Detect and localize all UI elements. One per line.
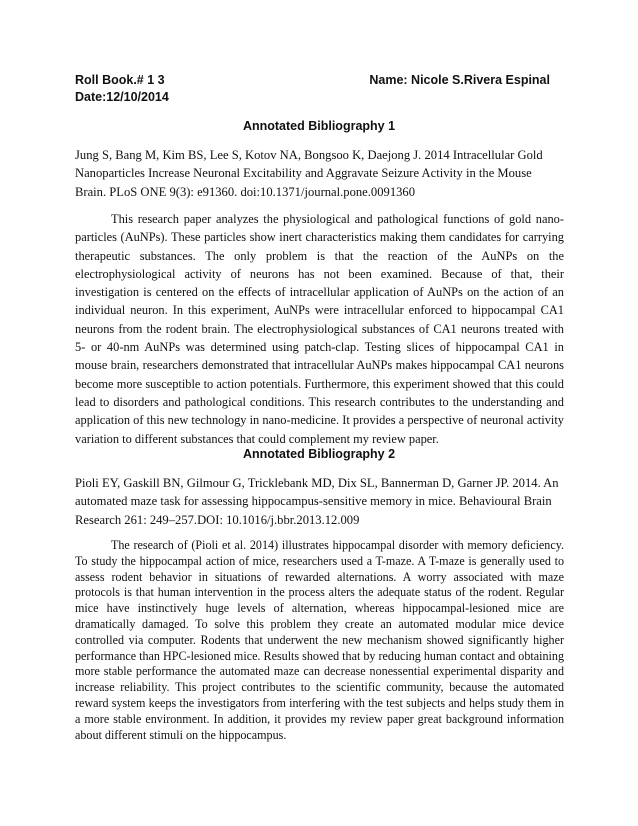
bibliography-1-summary: This research paper analyzes the physiological and pathological functions of gold nano-particles (AuNPs). These particles show inert characteristics making them candidates for carrying therapeutic substances. The only problem is that the reaction of the AuNPs on the electrophysiological activity of neurons has not been examined. Because of that, their investigation is centered on the effects of intracellular application of AuNPs on the action of an individual neuron. In this experiment, AuNPs were intracellular enforced to hippocampal CA1 neurons from the rodent brain. The electrophysiological substances of CA1 neurons treated with 5- or 40-nm AuNPs was determined using patch-clap. Testing slices of hippocampal CA1 in mouse brain, researchers demonstrated that intracellular AuNPs makes hippocampal CA1 neurons become more susceptible to action potentials. Furthermore, this experiment showed that this could lead to disorders and pathological conditions. This research contributes to the understanding and application of this new technology in nano-medicine. It provides a perspective of neuronal activity variation to different substances that could complement my review paper. bbox=[75, 212, 564, 446]
bibliography-2-heading: Annotated Bibliography 2 bbox=[242, 447, 396, 461]
bibliography-1-citation: Jung S, Bang M, Kim BS, Lee S, Kotov NA, Bongsoo K, Daejong J. 2014 Intracellular Gold Nanoparticles Increase Neuronal Excitability and Aggravate Seizure Activity in the Mouse Brain. PLoS ONE 9(3): e91360. doi:10.1371/journal.pone.0091360 bbox=[75, 148, 543, 199]
student-name: Name: Nicole S.Rivera Espinal bbox=[369, 73, 550, 87]
date-line: Date:12/10/2014 bbox=[75, 90, 169, 104]
roll-book-number: Roll Book.# 1 3 bbox=[75, 73, 165, 87]
bibliography-2-summary: The research of (Pioli et al. 2014) illustrates hippocampal disorder with memory deficiency. To study the hippocampal action of mice, researchers used a T-maze. A T-maze is generally used to assess rodent behavior in situations of rewarded alternations. A worry associated with maze protocols is that human intervention in the process alters the adequate status of the rodent. Regular mice have instinctively huge levels of alternation, whereas hippocampal-lesioned mice are dramatically damaged. To solve this problem they create an automated modular mice device controlled via computer. Rodents that underwent the new mechanism showed significantly higher performance than HPC-lesioned mice. Results showed that by reducing human contact and obtaining more stable performance the automated maze can decrease nonessential experimental disparity and increase reliability. This project contributes to the scientific community, because the automated reward system keeps the investigators from interfering with the test subjects and helps study them in a more stable environment. In addition, it provides my review paper great background information about different stimuli on the hippocampus. bbox=[75, 538, 564, 742]
bibliography-2-citation: Pioli EY, Gaskill BN, Gilmour G, Tricklebank MD, Dix SL, Bannerman D, Garner JP. 2014. An automated maze task for assessing hippocampus-sensitive memory in mice. Behavioural Brain Research 261: 249–257.DOI: 10.1016/j.bbr.2013.12.009 bbox=[75, 476, 559, 527]
bibliography-1-heading: Annotated Bibliography 1 bbox=[242, 119, 396, 133]
